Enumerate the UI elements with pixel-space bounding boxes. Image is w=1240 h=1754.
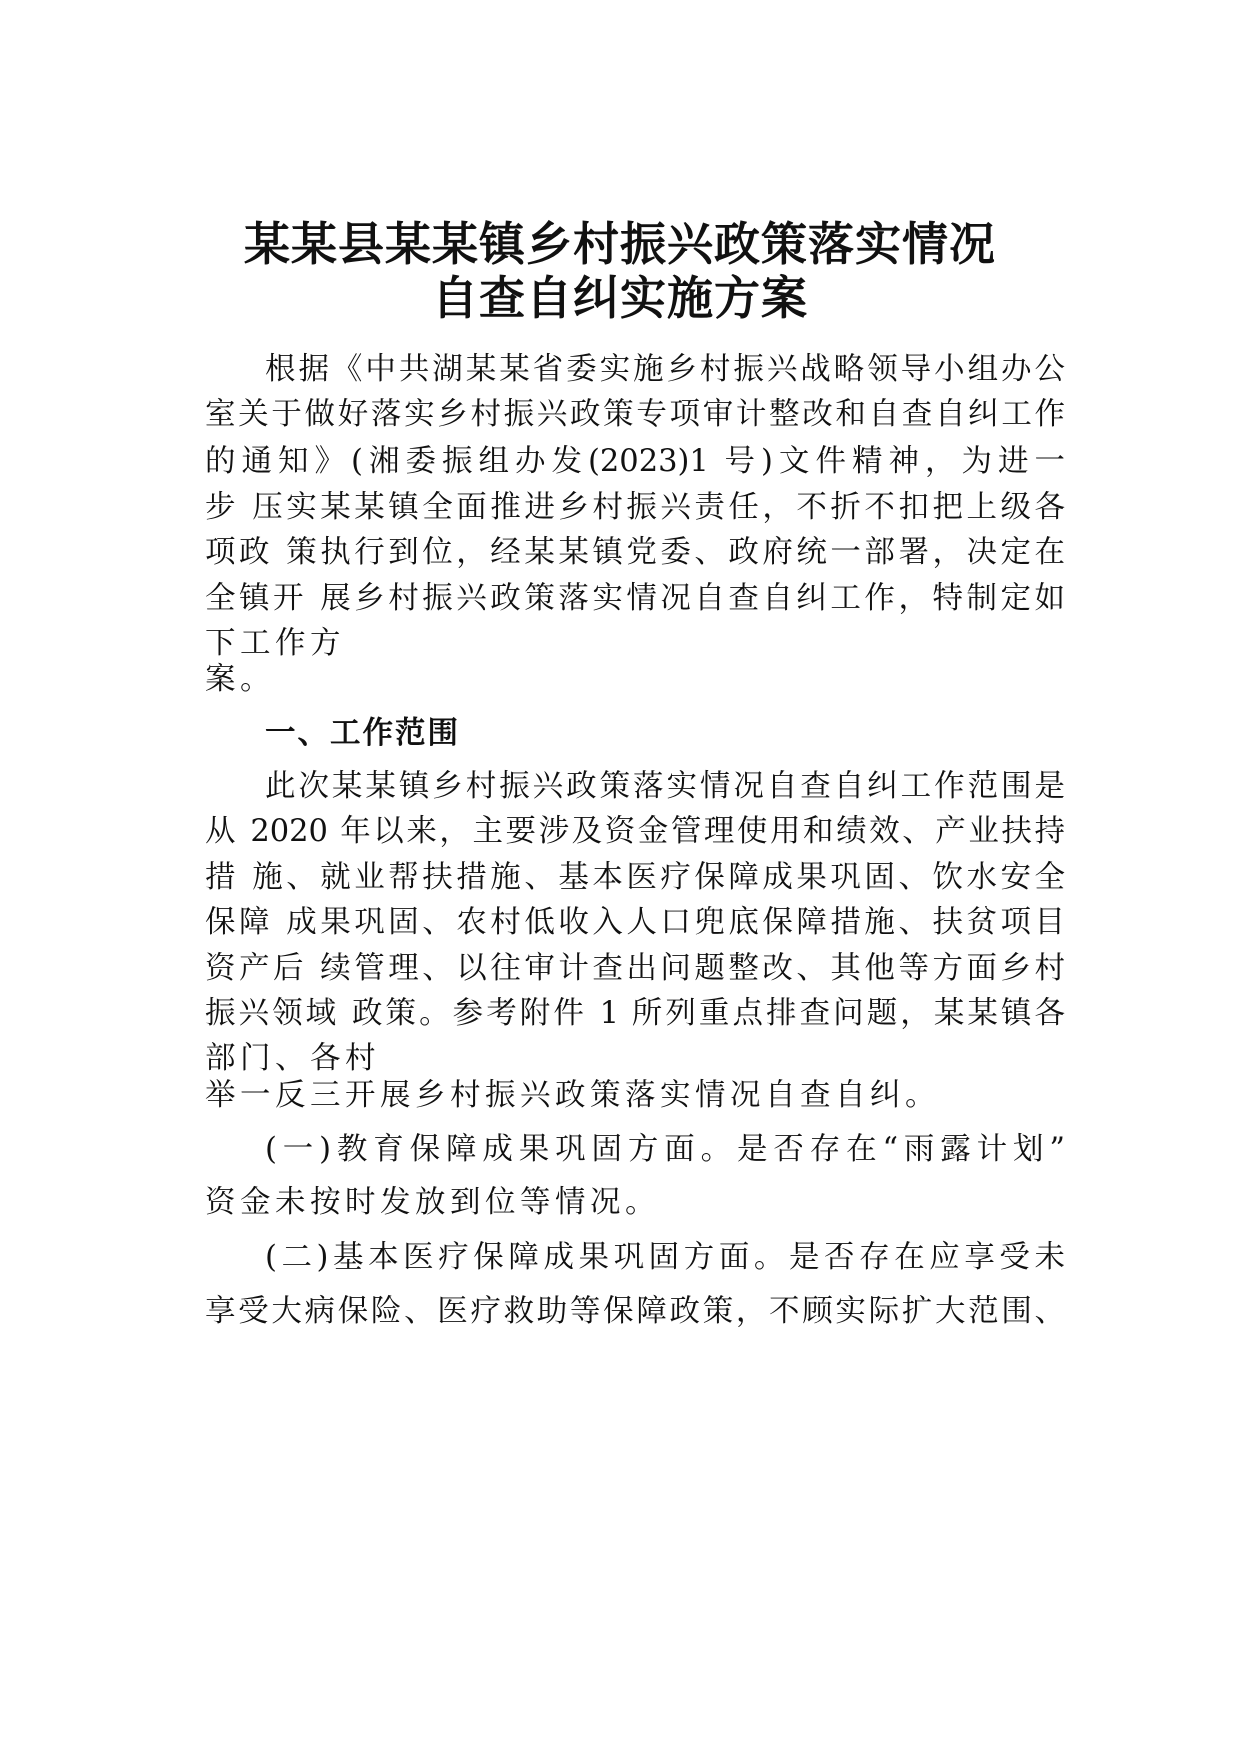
item-line: 资金未按时发放到位等情况。 (205, 1185, 660, 1220)
item-line: 享受大病保险、医疗救助等保障政策，不顾实际扩大范围、 (205, 1294, 1065, 1329)
intro-line: 步 压实某某镇全面推进乡村振兴责任，不折不扣把上级各 (205, 490, 1065, 525)
intro-line: 案。 (205, 662, 275, 697)
section-heading: 一、工作范围 (265, 716, 460, 751)
section-body-line: 部门、各村 (205, 1041, 380, 1076)
item-line: (一)教育保障成果巩固方面。是否存在“雨露计划” (265, 1132, 1065, 1167)
section-body-line: 举一反三开展乡村振兴政策落实情况自查自纠。 (205, 1078, 940, 1113)
item-line: (二)基本医疗保障成果巩固方面。是否存在应享受未 (265, 1240, 1065, 1275)
section-body-line: 措 施、就业帮扶措施、基本医疗保障成果巩固、饮水安全 (205, 860, 1065, 895)
section-body-line: 保障 成果巩固、农村低收入人口兜底保障措施、扶贫项目 (205, 905, 1065, 940)
intro-line: 根据《中共湖某某省委实施乡村振兴战略领导小组办公 (265, 352, 1065, 387)
section-body-line: 此次某某镇乡村振兴政策落实情况自查自纠工作范围是 (265, 769, 1065, 804)
document-title-line-1: 某某县某某镇乡村振兴政策落实情况 (244, 217, 996, 271)
intro-line: 项政 策执行到位，经某某镇党委、政府统一部署，决定在 (205, 535, 1065, 570)
section-body-line: 资产后 续管理、以往审计查出问题整改、其他等方面乡村 (205, 951, 1065, 986)
intro-line: 下工作方 (205, 626, 345, 661)
section-body-line: 振兴领域 政策。参考附件 1 所列重点排查问题，某某镇各 (205, 996, 1065, 1031)
intro-line: 全镇开 展乡村振兴政策落实情况自查自纠工作，特制定如 (205, 581, 1065, 616)
intro-line: 室关于做好落实乡村振兴政策专项审计整改和自查自纠工作 (205, 397, 1065, 432)
section-body-line: 从 2020 年以来，主要涉及资金管理使用和绩效、产业扶持 (205, 814, 1065, 849)
intro-line: 的通知》(湘委振组办发(2023)1 号)文件精神，为进一 (205, 444, 1065, 479)
document-title-line-2: 自查自纠实施方案 (432, 271, 808, 325)
